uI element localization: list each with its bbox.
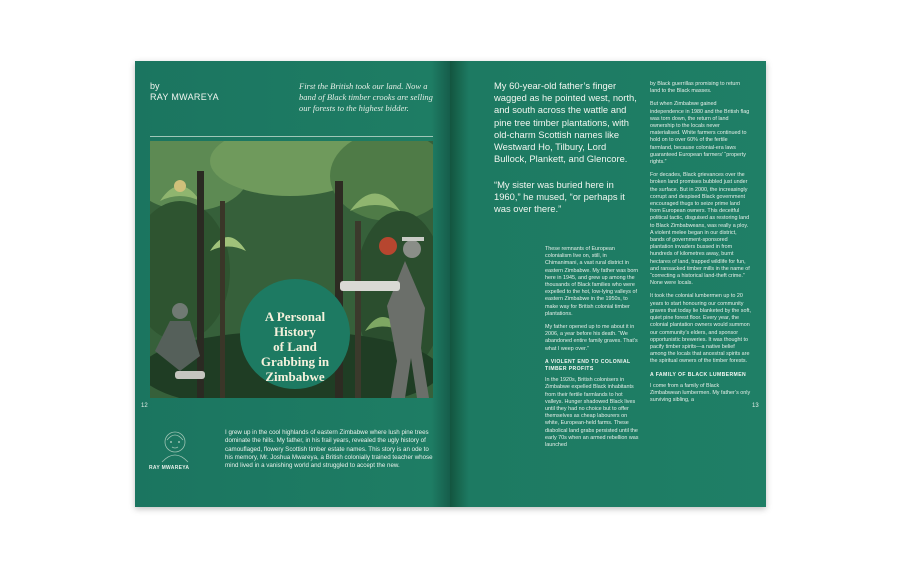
body-paragraph: But when Zimbabwe gained independence in 1980 and the British flag was torn down, the return of land ownership to the locals never materialised. White farmers continued to hold on to over 60% of the fertile farmland, because colonial-era laws guaranteed European farmers’ “property rights.”: [650, 101, 750, 166]
page-number-right: 13: [752, 403, 759, 409]
body-paragraph: These remnants of European colonialism live on, still, in Chimanimani, a vast rural district in eastern Zimbabwe. My father was born here in 1945, and grew up among the thousands of Black families who were expelled to the hot, low-lying valleys of eastern Zimbabwe in the 1950s, to make way for British colonial timber plantations.: [545, 246, 639, 317]
body-column-middle: [545, 246, 641, 455]
section-heading: A FAMILY OF BLACK LUMBERMEN: [650, 371, 747, 378]
right-page: [450, 61, 766, 507]
body-paragraph: I come from a family of Black Zimbabwean lumbermen. My father’s only surviving sibling, a: [650, 382, 751, 404]
title-line: of Land: [273, 339, 317, 354]
byline-author: RAY MWAREYA: [150, 92, 219, 102]
article-deck: First the British took our land. Now a band of Black timber crooks are selling our forests to the highest bidder.: [299, 81, 433, 113]
left-page: [135, 61, 450, 507]
title-line: Zimbabwe: [265, 369, 325, 384]
body-column-right: [650, 81, 751, 410]
body-paragraph: For decades, Black grievances over the broken land promises bubbled just under the surface. But in 2000, the increasingly corrupt and despised Black government encouraged thugs to seize prime land from European owners. This deceitful political tactic, disguised as restoring land to Black Zimbabweans, was really a ploy. A violent melee began in our district, bands of government-sponsored plantation invaders bussed in from hundreds of kilometres away, burnt hectares of land, trapped wildlife for fun, and ransacked timber mills in the name of “correcting a historical land-theft crime.” None were locals.: [650, 172, 750, 287]
byline-prefix: by: [150, 81, 160, 91]
magazine-spread: [135, 61, 766, 507]
body-paragraph: In the 1920s, British colonisers in Zimbabwe expelled Black inhabitants from their fertile farmlands to hot valleys. Hunger shadowed Black lives until they had no choice but to offer themselves as cheap labourers on white, European-held farms. These diabolical land grabs persisted until the early 70s when an armed rebellion was launched: [545, 377, 639, 449]
lead-paragraph: My 60-year-old father’s finger wagged as he pointed west, north, and south across the wattle and pine tree timber plantations, with old-charm Scottish names like Westward Ho, Tilbury, Lord Bullock, Plankett, and Glencore.: [494, 80, 637, 165]
article-title: [242, 309, 348, 384]
jungle-collage-image: [150, 141, 433, 398]
intro-paragraph: I grew up in the cool highlands of eastern Zimbabwe where lush pine trees dominate the hills. My father, in his frail years, revealed the ugly history of camouflaged, flowery Scottish timber estate names. This story is an ode to his memory, Mr. Joshua Mwareya, a British colonially trained teacher whose mind lived in a vanishing world and struggled to accept the new.: [225, 429, 433, 470]
page-number-left: 12: [141, 403, 148, 409]
author-sketch-label: RAY MWAREYA: [149, 465, 190, 471]
section-heading: A VIOLENT END TO COLONIAL TIMBER PROFITS: [545, 358, 631, 373]
body-paragraph: My father opened up to me about it in 2006, a year before his death. “We abandoned entire family graves. That’s what I weep over.”: [545, 324, 638, 352]
divider-rule: [150, 136, 433, 137]
portrait-sketch-icon: [157, 427, 193, 463]
body-paragraph: It took the colonial lumbermen up to 20 years to start honouring our community graves that today lie blanketed by the soft, quiet pine forest floor. Every year, the colonial plantation owners would summon our community’s elders, and sponsor opportunistic breweries. It was thought to pacify timber spirits—a native belief among the locals that ancestral spirits are the spiritual owners of the timber forests.: [650, 293, 751, 365]
title-line: Grabbing in: [260, 354, 330, 369]
title-line: History: [274, 324, 316, 339]
title-line: A Personal: [264, 309, 326, 324]
pull-quote: “My sister was buried here in 1960,” he mused, “or perhaps it was over there.”: [494, 179, 625, 215]
body-paragraph: by Black guerrillas promising to return land to the Black masses.: [650, 81, 741, 95]
